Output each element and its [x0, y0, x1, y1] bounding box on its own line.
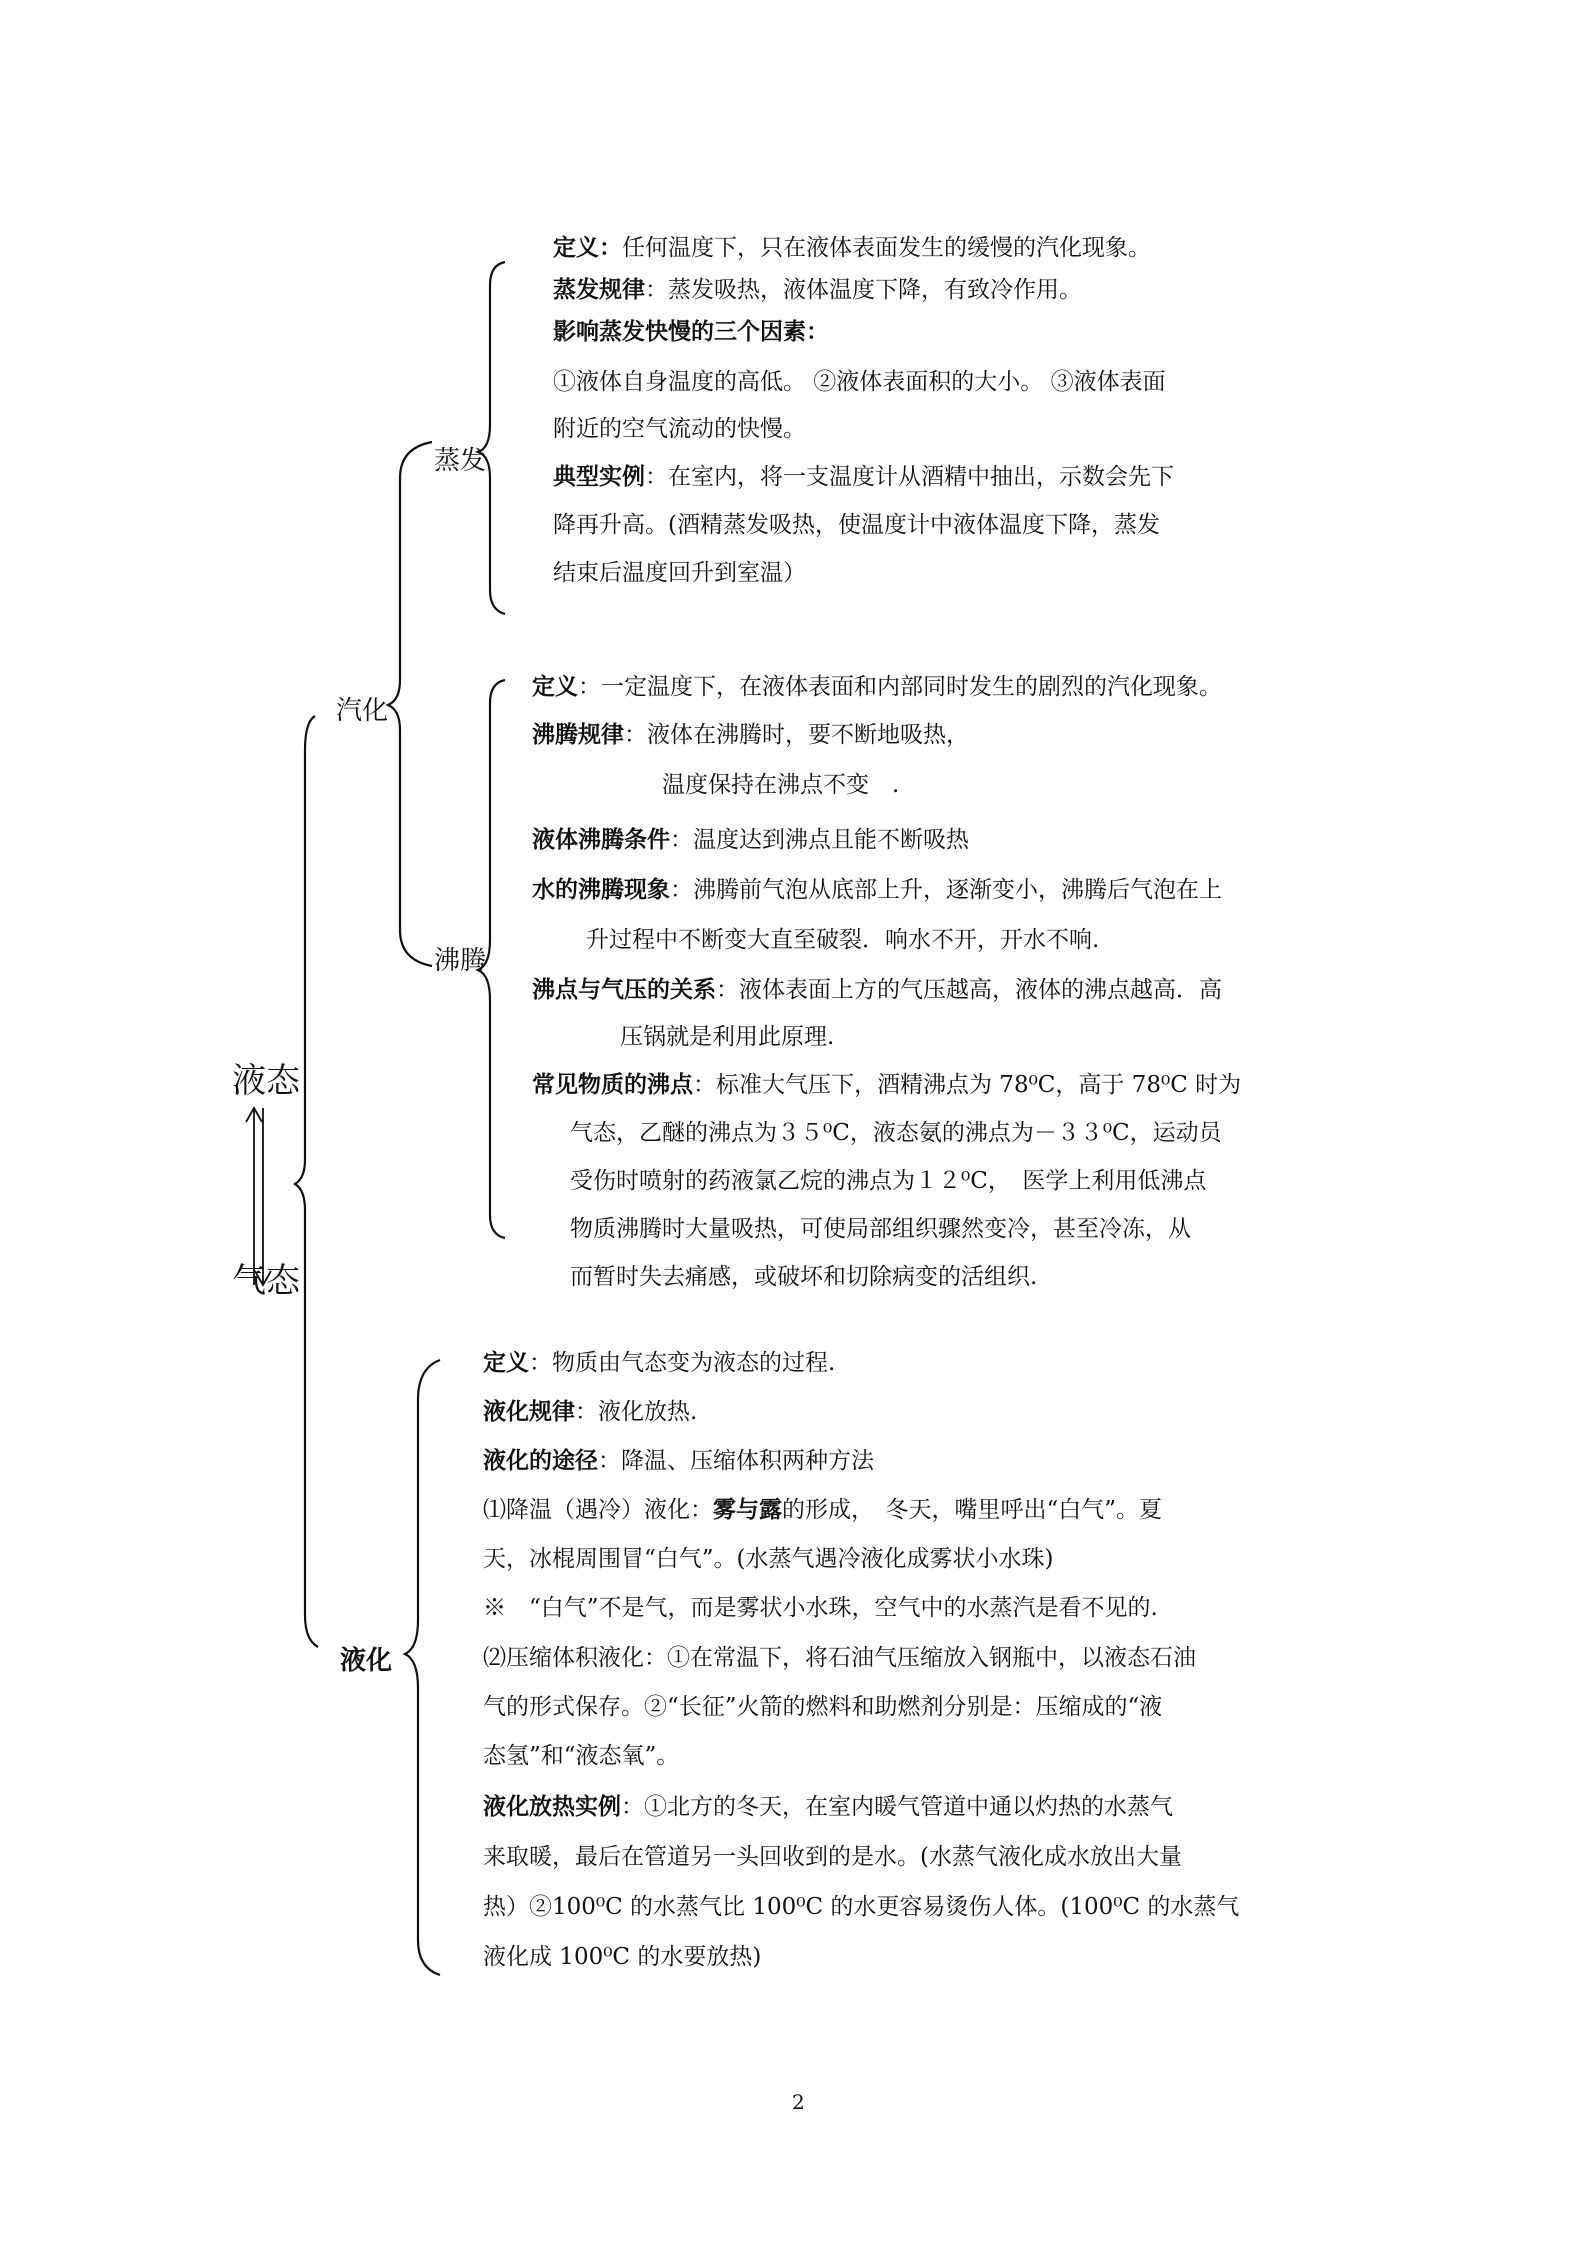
node-evaporation: 蒸发 — [434, 446, 487, 476]
boil-points-line2: 气态，乙醚的沸点为３５⁰C，液态氨的沸点为－３３⁰C，运动员 — [570, 1120, 1222, 1146]
liq-definition: 定义：物质由气态变为液态的过程. — [483, 1349, 836, 1376]
liq-heat-line4: 液化成 100⁰C 的水要放热) — [483, 1944, 762, 1970]
liq-cooling-line2: 天，冰棍周围冒“白气”。(水蒸气遇冷液化成雾状小水珠) — [483, 1546, 1054, 1572]
evap-example-line3: 结束后温度回升到室温） — [553, 560, 806, 586]
liq-heat-line3: 热）②100⁰C 的水蒸气比 100⁰C 的水更容易烫伤人体。(100⁰C 的水蒸气 — [483, 1894, 1240, 1920]
evaporation-brace — [478, 262, 505, 614]
liq-compress-line2: 气的形式保存。②“长征”火箭的燃料和助燃剂分别是：压缩成的“液 — [483, 1694, 1163, 1720]
evap-example: 典型实例：在室内，将一支温度计从酒精中抽出，示数会先下 — [553, 463, 1174, 490]
liq-heat: 液化放热实例：①北方的冬天，在室内暖气管道中通以灼热的水蒸气 — [483, 1793, 1173, 1820]
liquefaction-brace — [405, 1360, 440, 1975]
liq-compress-line1: ⑵压缩体积液化：①在常温下，将石油气压缩放入钢瓶中，以液态石油 — [483, 1645, 1196, 1671]
boil-points: 常见物质的沸点：标准大气压下，酒精沸点为 78⁰C，高于 78⁰C 时为 — [532, 1071, 1242, 1098]
liq-law: 液化规律：液化放热. — [483, 1398, 698, 1425]
evap-law: 蒸发规律：蒸发吸热，液体温度下降，有致冷作用。 — [553, 276, 1082, 303]
boil-definition: 定义：一定温度下，在液体表面和内部同时发生的剧烈的汽化现象。 — [532, 673, 1222, 700]
boil-points-line3: 受伤时喷射的药液氯乙烷的沸点为１２⁰C， 医学上利用低沸点 — [570, 1168, 1207, 1194]
node-liquid: 液态 — [232, 1061, 300, 1101]
evap-example-line2: 降再升高。(酒精蒸发吸热，使温度计中液体温度下降，蒸发 — [553, 512, 1160, 538]
boil-phenomenon: 水的沸腾现象：沸腾前气泡从底部上升，逐渐变小，沸腾后气泡在上 — [532, 876, 1222, 903]
boil-law-line2: 温度保持在沸点不变 . — [662, 772, 900, 798]
boil-points-line5: 而暂时失去痛感，或破坏和切除病变的活组织. — [570, 1264, 1038, 1290]
evap-factors-line1: ①液体自身温度的高低。 ②液体表面积的大小。 ③液体表面 — [553, 369, 1166, 395]
node-boiling: 沸腾 — [434, 946, 487, 976]
boil-law: 沸腾规律：液体在沸腾时，要不断地吸热， — [532, 721, 969, 748]
page-number: 2 — [792, 2090, 805, 2114]
liq-way: 液化的途径：降温、压缩体积两种方法 — [483, 1447, 874, 1474]
liq-heat-line2: 来取暖，最后在管道另一头回收到的是水。(水蒸气液化成水放出大量 — [483, 1844, 1182, 1870]
liq-note: ※ “白气”不是气，而是雾状小水珠，空气中的水蒸汽是看不见的. — [483, 1595, 1158, 1621]
main-brace — [295, 716, 318, 1647]
liq-compress-line3: 态氢”和“液态氧”。 — [483, 1743, 680, 1769]
liq-cooling: ⑴降温（遇冷）液化：雾与露的形成， 冬天，嘴里呼出“白气”。夏 — [483, 1496, 1163, 1523]
evap-factors-line2: 附近的空气流动的快慢。 — [553, 416, 806, 442]
boil-phenomenon-line2: 升过程中不断变大直至破裂．响水不开，开水不响. — [586, 927, 1100, 953]
boil-points-line4: 物质沸腾时大量吸热，可使局部组织骤然变冷，甚至冷冻，从 — [570, 1216, 1191, 1242]
evap-factors-label: 影响蒸发快慢的三个因素： — [553, 318, 829, 345]
node-vaporization: 汽化 — [336, 696, 389, 726]
node-gas: 气态 — [232, 1261, 300, 1301]
evap-definition: 定义：任何温度下，只在液体表面发生的缓慢的汽化现象。 — [553, 234, 1151, 261]
boil-condition: 液体沸腾条件：温度达到沸点且能不断吸热 — [532, 826, 969, 853]
node-liquefaction: 液化 — [340, 1646, 393, 1676]
boil-pressure-line2: 压锅就是利用此原理. — [620, 1024, 835, 1050]
vaporization-brace — [388, 442, 432, 966]
boil-pressure: 沸点与气压的关系：液体表面上方的气压越高，液体的沸点越高．高 — [532, 976, 1222, 1003]
